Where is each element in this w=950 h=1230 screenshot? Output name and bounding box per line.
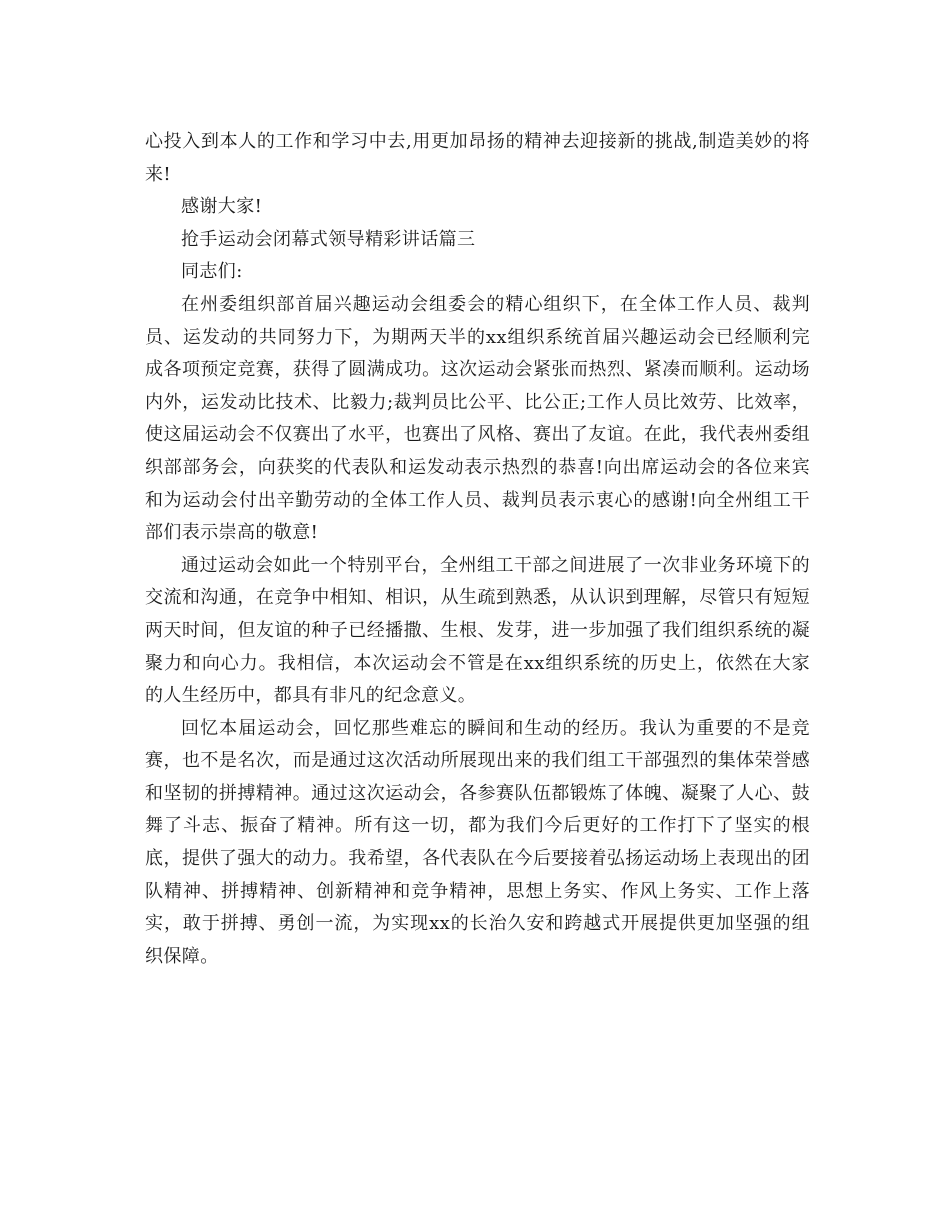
paragraph-body-1: 在州委组织部首届兴趣运动会组委会的精心组织下，在全体工作人员、裁判员、运发动的共同努力下，为期两天半的xx组织系统首届兴趣运动会已经顺利完成各项预定竞赛，获得了圆满成功。这次运动会紧张而热烈、紧凑而顺利。运动场内外，运发动比技术、比毅力;裁判员比公平、比公正;工作人员比效劳、比效率，使这届运动会不仅赛出了水平，也赛出了风格、赛出了友谊。在此，我代表州委组织部部务会，向获奖的代表队和运发动表示热烈的恭喜!向出席运动会的各位来宾和为运动会付出辛勤劳动的全体工作人员、裁判员表示衷心的感谢!向全州组工干部们表示崇高的敬意!: [145, 293, 810, 544]
document-body: [145, 126, 810, 973]
salutation: 同志们:: [181, 261, 243, 283]
paragraph-continuation: 心投入到本人的工作和学习中去,用更加昂扬的精神去迎接新的挑战,制造美妙的将来!: [145, 131, 810, 185]
paragraph-thanks: 感谢大家!: [181, 196, 263, 218]
paragraph-body-2: 通过运动会如此一个特别平台，全州组工干部之间进展了一次非业务环境下的交流和沟通，在竞争中相知、相识，从生疏到熟悉，从认识到理解，尽管只有短短两天时间，但友谊的种子已经播撒、生根、发芽，进一步加强了我们组织系统的凝聚力和向心力。我相信，本次运动会不管是在xx组织系统的历史上，依然在大家的人生经历中，都具有非凡的纪念意义。: [145, 554, 810, 707]
paragraph-body-3: 回忆本届运动会，回忆那些难忘的瞬间和生动的经历。我认为重要的不是竞赛，也不是名次，而是通过这次活动所展现出来的我们组工干部强烈的集体荣誉感和坚韧的拼搏精神。通过这次运动会，各参赛队伍都锻炼了体魄、凝聚了人心、鼓舞了斗志、振奋了精神。所有这一切，都为我们今后更好的工作打下了坚实的根底，提供了强大的动力。我希望，各代表队在今后要接着弘扬运动场上表现出的团队精神、拼搏精神、创新精神和竞争精神，思想上务实、作风上务实、工作上落实，敢于拼搏、勇创一流，为实现xx的长治久安和跨越式开展提供更加坚强的组织保障。: [145, 717, 810, 967]
section-heading: 抢手运动会闭幕式领导精彩讲话篇三: [181, 228, 476, 250]
